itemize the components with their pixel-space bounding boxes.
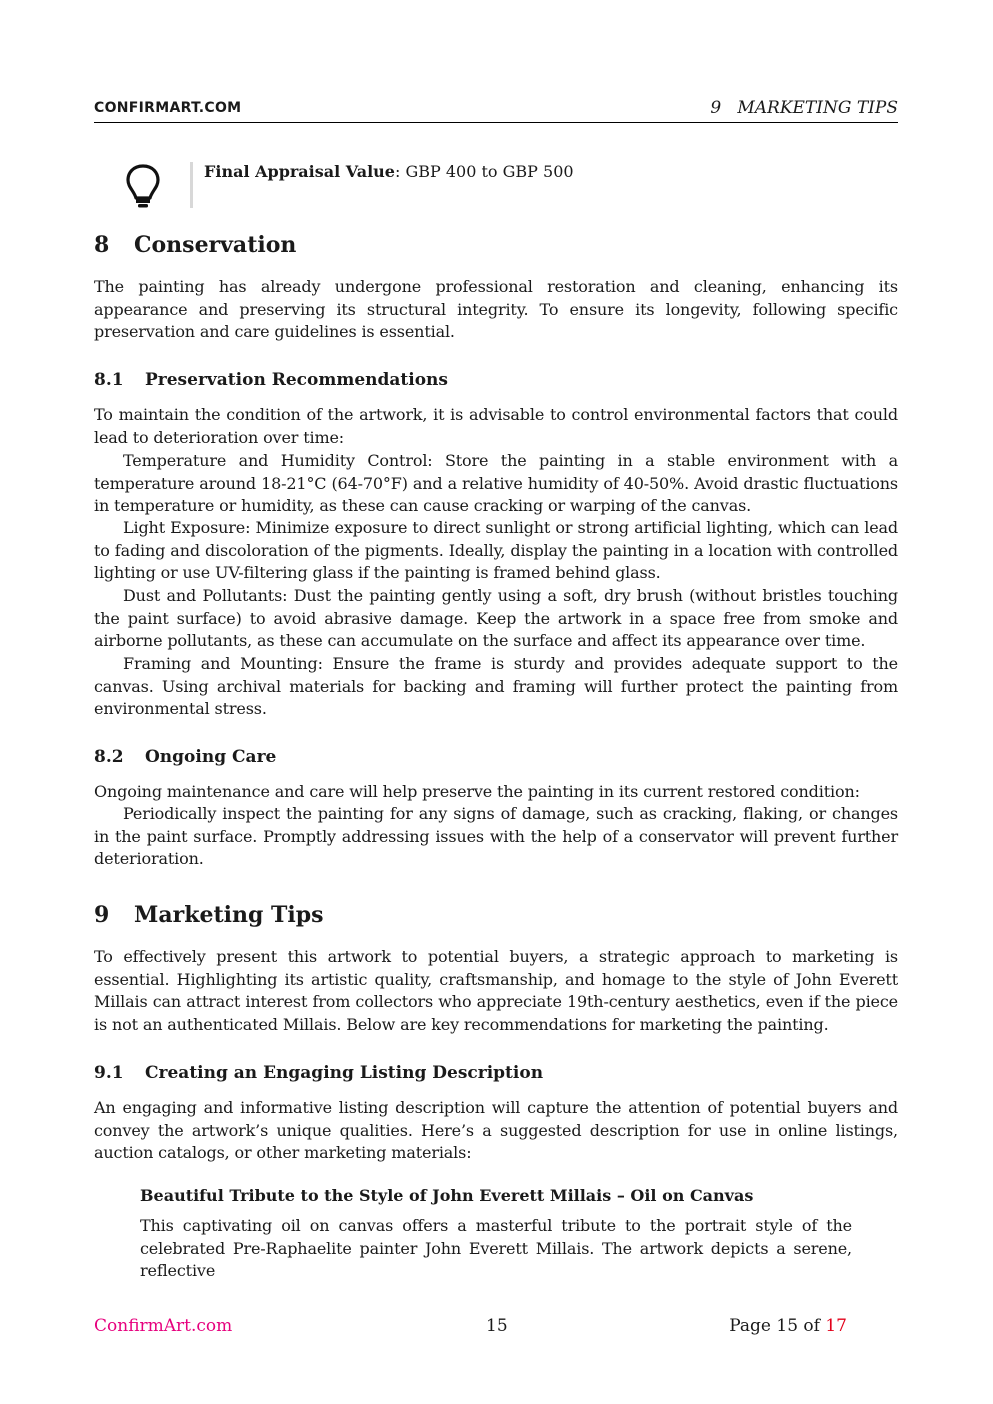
header-logo: CONFIRMART.COM <box>94 100 242 116</box>
section-title: Conservation <box>134 232 297 258</box>
listing-quote-title: Beautiful Tribute to the Style of John Everett Millais – Oil on Canvas <box>140 1186 754 1205</box>
temperature-humidity-paragraph: Temperature and Humidity Control: Store the painting in a stable environment with a temperature around 18-21°C (64-70°F) and a relative humidity of 40-50%. Avoid drastic fluctuations in temperature or humidity, as these can cause cracking or warping of the canvas. <box>94 451 898 516</box>
footer-page-count <box>729 1316 847 1336</box>
callout-divider <box>190 162 193 208</box>
appraisal-label: Final Appraisal Value <box>204 162 395 181</box>
appraisal-callout <box>204 162 574 181</box>
subsection-title: Ongoing Care <box>145 747 277 767</box>
subsection-heading-9-1 <box>94 1063 543 1083</box>
page-total-link[interactable]: 17 <box>825 1316 847 1336</box>
section-number: 9 <box>94 902 110 928</box>
listing-description-intro: An engaging and informative listing description will capture the attention of potential buyers and convey the artwork’s unique qualities. Here’s a suggested description for use in online listings, auction catalogs, or other marketing materials: <box>94 1098 898 1163</box>
subsection-number: 8.1 <box>94 370 124 390</box>
page-count-prefix: Page 15 of <box>729 1316 826 1336</box>
light-exposure-paragraph: Light Exposure: Minimize exposure to direct sunlight or strong artificial lighting, which can lead to fading and discoloration of the pigments. Ideally, display the painting in a location with controlled lighting or use UV-filtering glass if the painting is framed behind glass. <box>94 518 898 583</box>
section-number: 8 <box>94 232 110 258</box>
preservation-intro: To maintain the condition of the artwork, it is advisable to control environmental factors that could lead to deterioration over time: <box>94 405 898 447</box>
section8-intro: The painting has already undergone professional restoration and cleaning, enhancing its appearance and preserving its structural integrity. To ensure its longevity, following specific preservation and care guidelines is essential. <box>94 277 898 342</box>
subsection-title: Preservation Recommendations <box>145 370 448 390</box>
running-header-section: 9 MARKETING TIPS <box>710 98 898 118</box>
footer-page-number: 15 <box>486 1316 508 1336</box>
subsection-heading-8-1 <box>94 370 448 390</box>
header-rule <box>94 122 898 123</box>
section-title: Marketing Tips <box>134 902 324 928</box>
lightbulb-icon <box>123 162 163 212</box>
section-heading-8 <box>94 232 296 258</box>
section-heading-9 <box>94 902 324 928</box>
inspection-paragraph: Periodically inspect the painting for any signs of damage, such as cracking, flaking, or changes in the paint surface. Promptly addressing issues with the help of a conservator will prevent further deterioration. <box>94 804 898 869</box>
subsection-number: 9.1 <box>94 1063 124 1083</box>
appraisal-value: : GBP 400 to GBP 500 <box>394 162 574 181</box>
listing-quote-body: This captivating oil on canvas offers a masterful tribute to the portrait style of the celebrated Pre-Raphaelite painter John Everett Millais. The artwork depicts a serene, reflective <box>140 1216 852 1281</box>
framing-mounting-paragraph: Framing and Mounting: Ensure the frame is sturdy and provides adequate support to the canvas. Using archival materials for backing and framing will further protect the painting from environmental stress. <box>94 654 898 719</box>
subsection-title: Creating an Engaging Listing Description <box>145 1063 544 1083</box>
ongoing-care-intro: Ongoing maintenance and care will help preserve the painting in its current restored condition: <box>94 782 860 801</box>
dust-pollutants-paragraph: Dust and Pollutants: Dust the painting gently using a soft, dry brush (without bristles touching the paint surface) to avoid abrasive damage. Keep the artwork in a space free from smoke and airborne pollutants, as these can accumulate on the surface and affect its appearance over time. <box>94 586 898 651</box>
section9-intro: To effectively present this artwork to potential buyers, a strategic approach to marketing is essential. Highlighting its artistic quality, craftsmanship, and homage to the style of John Everett Millais can attract interest from collectors who appreciate 19th-century aesthetics, even if the piece is not an authenticated Millais. Below are key recommendations for marketing the painting. <box>94 947 898 1035</box>
subsection-number: 8.2 <box>94 747 124 767</box>
subsection-heading-8-2 <box>94 747 276 767</box>
footer-site-link[interactable]: ConfirmArt.com <box>94 1316 233 1336</box>
